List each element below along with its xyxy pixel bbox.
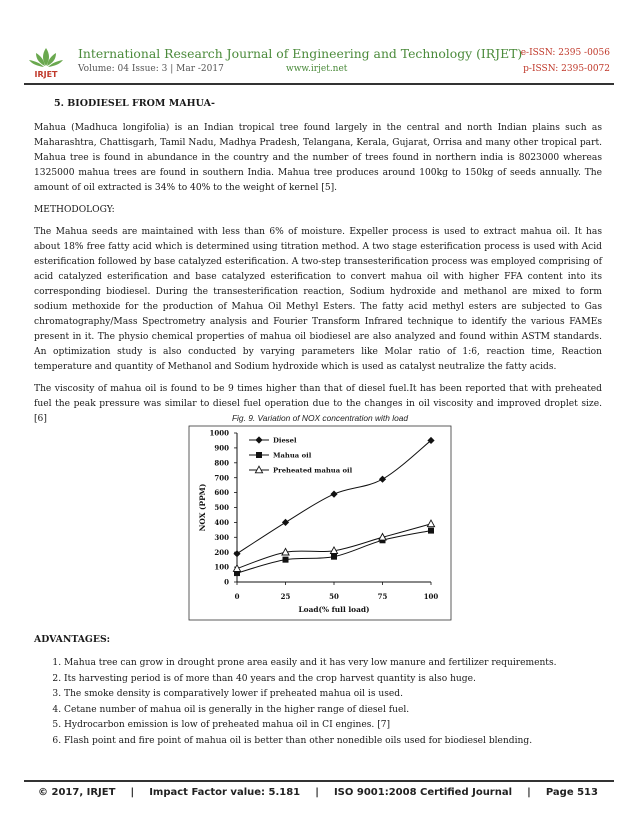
legend-label: Preheated mahua oil	[273, 466, 353, 475]
x-tick-label: 50	[329, 592, 339, 601]
legend-label: Diesel	[273, 436, 297, 445]
nox-chart	[185, 412, 455, 624]
y-tick-label: 400	[214, 518, 229, 527]
pissn: p-ISSN: 2395-0072	[523, 64, 610, 74]
data-point-diamond	[379, 476, 386, 483]
data-point-triangle	[427, 520, 434, 527]
advantage-item: 5. Hydrocarbon emission is low of preheated mahua oil in CI engines. [7]	[64, 718, 602, 734]
x-tick-label: 100	[423, 592, 439, 601]
y-axis-label: NOX (PPM)	[198, 483, 207, 532]
advantages-title: ADVANTAGES:	[34, 634, 111, 645]
y-tick-label: 800	[214, 458, 229, 468]
legend-label: Mahua oil	[273, 451, 312, 460]
y-tick-label: 600	[214, 488, 229, 498]
chart-title: Fig. 9. Variation of NOX concentration with load	[231, 413, 409, 423]
y-tick-label: 200	[214, 547, 229, 557]
y-tick-label: 900	[214, 443, 229, 453]
journal-url[interactable]: www.irjet.net	[286, 64, 348, 74]
section-title: 5. BIODIESEL FROM MAHUA-	[54, 98, 215, 109]
footer-impact-factor: Impact Factor value: 5.181	[149, 787, 301, 798]
methodology-heading: METHODOLOGY:	[34, 205, 115, 215]
advantages-section	[34, 634, 602, 749]
x-axis-label: Load(% full load)	[298, 605, 370, 614]
y-tick-label: 0	[224, 577, 229, 587]
page-header	[24, 44, 614, 84]
footer-iso: ISO 9001:2008 Certified Journal	[333, 787, 513, 798]
footer-copyright: © 2017, IRJET	[38, 787, 116, 798]
footer-separator: |	[315, 787, 319, 798]
footer-separator: |	[130, 787, 135, 798]
legend-marker-square	[256, 452, 262, 458]
nox-chart-figure	[185, 412, 455, 624]
data-point-square	[428, 528, 434, 534]
y-tick-label: 1000	[209, 428, 229, 438]
x-tick-label: 75	[377, 592, 388, 601]
paragraph-intro: Mahua (Madhuca longifolia) is an Indian tropical tree found largely in the central and north Indian plains such as Maharashtra, Chattisgarh, Tamil Nadu, Madhya Pradesh, Telangana, Kerala, Gujarat, Orrisa and many other tropical part. Mahua tree is found in abundance in the country and the number of trees found in northern india is 8023000 whereas 1325000 mahua trees are found in southern India. Mahua tree produces around 100kg to 150kg of seeds annually. The amount of oil extracted is 34% to 40% to the weight of kernel [5].	[34, 123, 602, 193]
advantage-item: 1. Mahua tree can grow in drought prone area easily and it has very low manure and fertilizer requirements.	[64, 656, 602, 672]
data-point-diamond	[282, 519, 289, 526]
logo-text: IRJET	[34, 70, 58, 79]
y-tick-label: 500	[214, 503, 229, 513]
data-point-diamond	[233, 550, 240, 557]
advantage-item: 3. The smoke density is comparatively lower if preheated mahua oil is used.	[64, 687, 602, 703]
footer-divider	[24, 780, 614, 782]
x-tick-label: 0	[234, 592, 240, 601]
y-tick-label: 100	[214, 562, 229, 572]
paragraph-methodology: The Mahua seeds are maintained with less than 6% of moisture. Expeller process is used to extract mahua oil. It has about 18% free fatty acid which is determined using titration method. A two stage esterification process is used with Acid esterification followed by base catalyzed esterification. A two-step transesterification process was employed comprising of acid catalyzed esterification and base catalyzed esterification to convert mahua oil with higher FFA content into its corresponding biodiesel. During the transesterification reaction, Sodium hydroxide and methanol are mixed to form sodium methoxide for the production of Mahua Oil Methyl Esters. The fatty acid methyl esters are subjected to Gas chromatography/Mass Spectrometry analysis and Fourier Transform Infrared technique to identify the various FAMEs present in it. The physio chemical properties of mahua oil biodiesel are also analyzed and found within ASTM standards. An optimization study is also conducted by varying parameters like Molar ratio of 1:6, reaction time, Reaction temperature and quantity of Methanol and Sodium hydroxide which is used as catalyst neutralize the fatty acids.	[34, 227, 602, 372]
data-point-square	[283, 557, 289, 563]
x-tick-label: 25	[280, 592, 291, 601]
footer-page-number: Page 513	[545, 787, 598, 798]
page-footer	[38, 787, 598, 798]
advantage-item: 2. Its harvesting period is of more than 40 years and the crop harvest quantity is also huge.	[64, 672, 602, 688]
journal-title: International Research Journal of Engineering and Technology (IRJET)	[78, 46, 523, 61]
advantages-list	[34, 656, 602, 749]
eissn: e-ISSN: 2395 -0056	[520, 48, 610, 58]
main-content	[34, 96, 602, 434]
footer-separator: |	[527, 787, 531, 798]
legend-marker-diamond	[255, 436, 262, 443]
irjet-logo	[24, 44, 68, 80]
paragraph-viscosity: The viscosity of mahua oil is found to be 9 times higher than that of diesel fuel.It has been reported that with preheated fuel the peak pressure was similar to diesel fuel operation due to the changes in oil viscosity and improved droplet size. [6]	[34, 384, 602, 424]
y-tick-label: 700	[214, 473, 229, 483]
data-point-diamond	[330, 490, 337, 497]
advantage-item: 6. Flash point and fire point of mahua oil is better than other nonedible oils used for biodiesel blending.	[64, 734, 602, 750]
data-point-square	[331, 554, 337, 560]
advantage-item: 4. Cetane number of mahua oil is generally in the higher range of diesel fuel.	[64, 703, 602, 719]
header-divider	[24, 83, 614, 85]
y-tick-label: 300	[214, 532, 229, 542]
volume-issue: Volume: 04 Issue: 3 | Mar -2017	[78, 64, 224, 74]
